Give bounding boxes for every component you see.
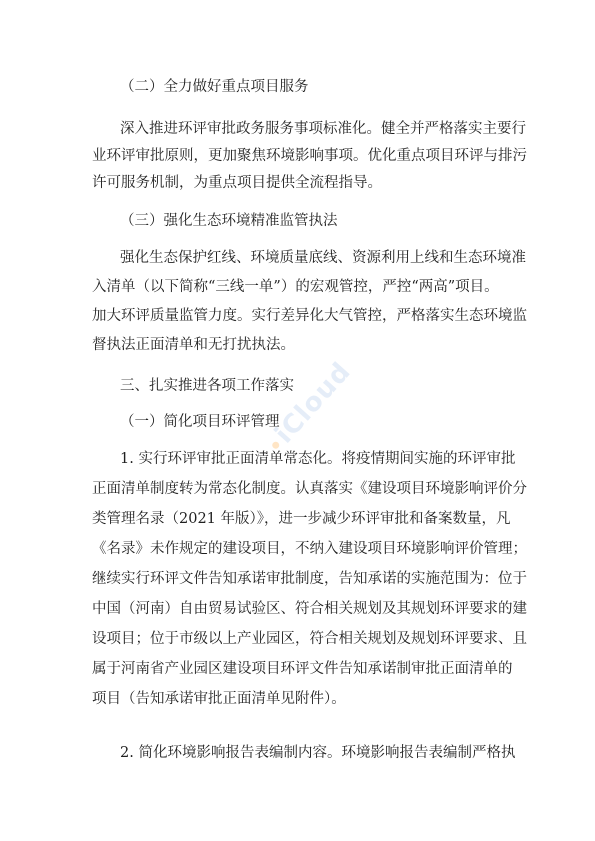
paragraph-3-line-4: 《名录》未作规定的建设项目，不纳入建设项目环境影响评价管理；: [92, 541, 527, 557]
paragraph-3-line-1: 1. 实行环评审批正面清单常态化。将疫情期间实施的环评审批: [120, 451, 516, 467]
paragraph-3-line-5: 继续实行环评文件告知承诺审批制度，告知承诺的实施范围为：位于: [92, 571, 527, 587]
paragraph-3-line-8: 属于河南省产业园区建设项目环评文件告知承诺制审批正面清单的: [92, 661, 513, 677]
section-heading-3-1: （一）简化项目环评管理: [120, 414, 280, 430]
paragraph-4-line-1: 2. 简化环境影响报告表编制内容。环境影响报告表编制严格执: [120, 745, 516, 761]
paragraph-2-line-2: 入清单（以下简称“三线一单”）的宏观管控，严控“两高”项目。: [92, 279, 499, 295]
watermark-text: iCloud: [269, 356, 358, 450]
cloud-watermark: [262, 357, 357, 458]
paragraph-2-line-1: 强化生态保护红线、环境质量底线、资源利用上线和生态环境准: [120, 250, 526, 266]
section-heading-2-2: （二）全力做好重点项目服务: [120, 79, 309, 95]
paragraph-2-line-4: 督执法正面清单和无打扰执法。: [92, 337, 295, 353]
watermark-dot-icon: [271, 440, 281, 450]
paragraph-1-line-1: 深入推进环评审批政务服务事项标准化。健全并严格落实主要行: [120, 121, 526, 137]
paragraph-1-line-3: 许可服务机制，为重点项目提供全流程指导。: [92, 175, 382, 191]
section-heading-2-3: （三）强化生态环境精准监管执法: [120, 213, 338, 229]
paragraph-1-line-2: 业环评审批原则，更加聚焦环境影响事项。优化重点项目环评与排污: [92, 148, 527, 164]
paragraph-3-line-7: 设项目；位于市级以上产业园区，符合相关规划及规划环评要求、且: [92, 631, 527, 647]
paragraph-2-line-3: 加大环评质量监管力度。实行差异化大气管控，严格落实生态环境监: [92, 308, 527, 324]
paragraph-3-line-3: 类管理名录（2021 年版）》，进一步减少环评审批和备案数量，凡: [92, 511, 511, 527]
paragraph-3-line-9: 项目（告知承诺审批正面清单见附件）。: [92, 691, 346, 707]
paragraph-3-line-2: 正面清单制度转为常态化制度。认真落实《建设项目环境影响评价分: [92, 481, 527, 497]
section-heading-3: 三、扎实推进各项工作落实: [120, 378, 294, 394]
paragraph-3-line-6: 中国（河南）自由贸易试验区、符合相关规划及其规划环评要求的建: [92, 601, 527, 617]
